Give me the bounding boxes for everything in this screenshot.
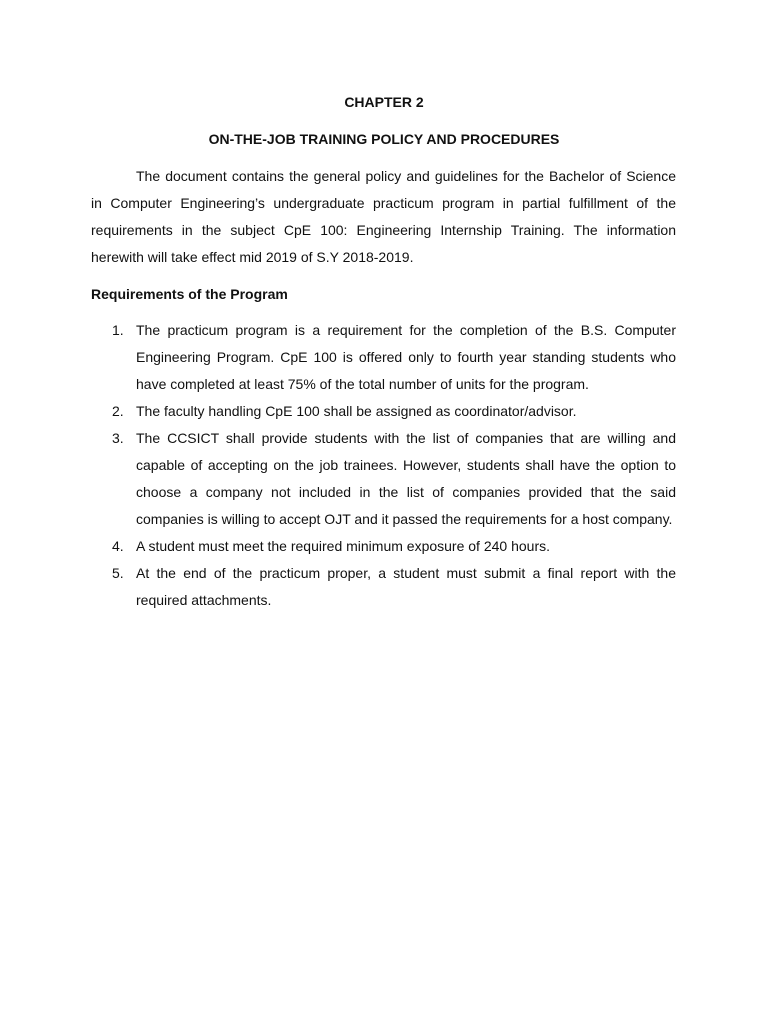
list-item	[91, 317, 676, 398]
list-item-number: 2.	[112, 403, 124, 419]
list-item-number: 1.	[112, 322, 124, 338]
section-heading: Requirements of the Program	[91, 286, 288, 302]
intro-paragraph: The document contains the general policy and guidelines for the Bachelor of Science in Computer Engineering’s undergraduate practicum program in partial fulfillment of the requirements in the subject CpE 100: Engineering Internship Training. The information herewith will take effect mid 2019 of S.Y 2018-2019.	[91, 168, 676, 265]
document-title: ON-THE-JOB TRAINING POLICY AND PROCEDURES	[208, 131, 560, 147]
list-item	[91, 560, 676, 614]
list-item	[91, 398, 676, 425]
list-item-number: 3.	[112, 430, 124, 446]
list-item-text: The practicum program is a requirement for the completion of the B.S. Computer Engineering Program. CpE 100 is offered only to fourth year standing students who have completed at least 75% of the total number of units for the program.	[136, 322, 676, 392]
list-item-text: The CCSICT shall provide students with the list of companies that are willing and capable of accepting on the job trainees. However, students shall have the option to choose a company not included in the list of companies provided that the said companies is willing to accept OJT and it passed the requirements for a host company.	[136, 430, 676, 527]
list-item-number: 4.	[112, 538, 124, 554]
list-item	[91, 533, 676, 560]
list-item-text: The faculty handling CpE 100 shall be assigned as coordinator/advisor.	[136, 403, 577, 419]
list-item-number: 5.	[112, 565, 124, 581]
list-item	[91, 425, 676, 533]
list-item-text: At the end of the practicum proper, a student must submit a final report with the required attachments.	[136, 565, 676, 608]
requirements-list	[91, 317, 676, 614]
chapter-heading: CHAPTER 2	[344, 94, 424, 110]
list-item-text: A student must meet the required minimum exposure of 240 hours.	[136, 538, 550, 554]
